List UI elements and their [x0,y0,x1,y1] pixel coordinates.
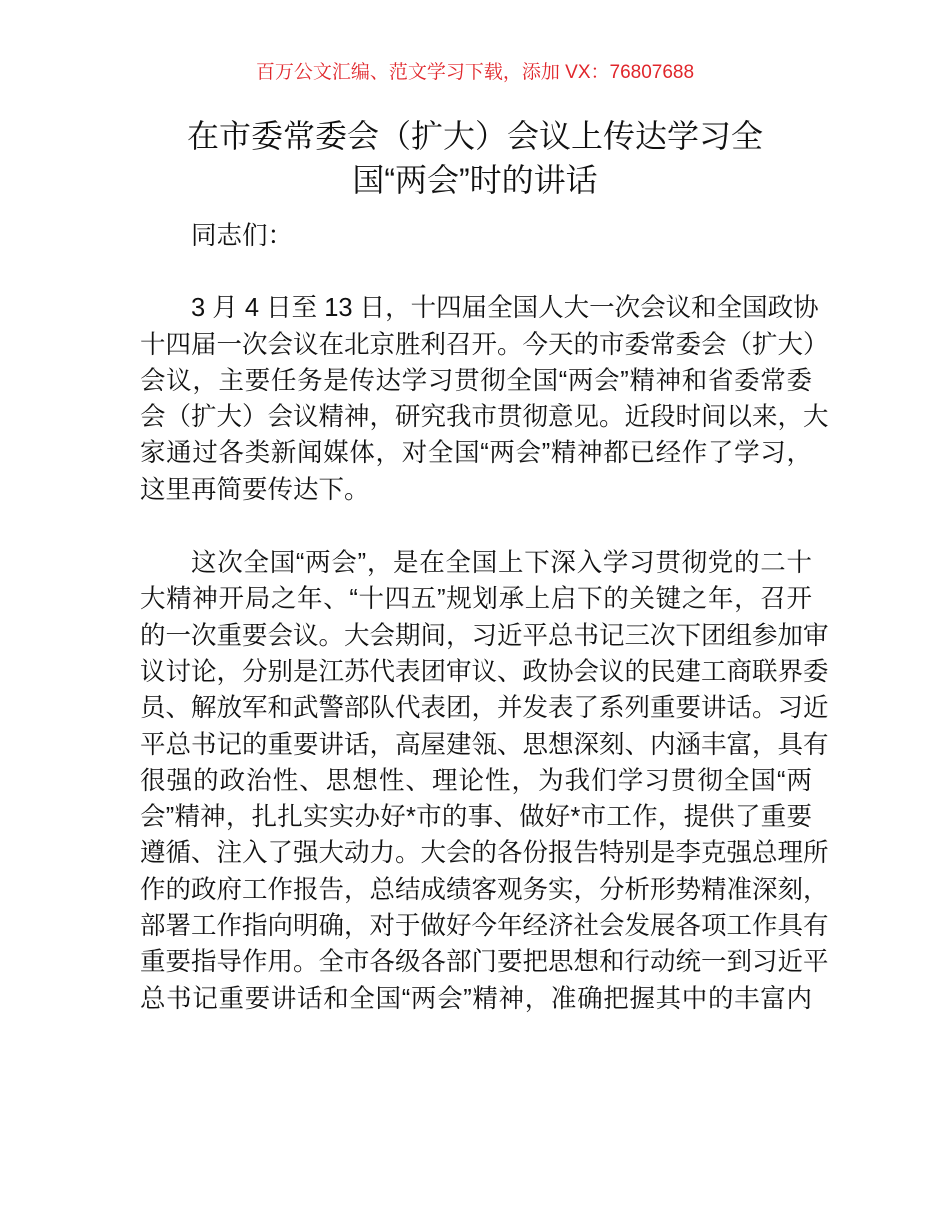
text-line: 平总书记的重要讲话，高屋建瓴、思想深刻、内涵丰富，具有 [140,730,829,759]
text-line: 十四届一次会议在北京胜利召开。今天的市委常委会（扩大） [140,330,829,359]
document-title [0,114,950,202]
text-line: 3 月 4 日至 13 日，十四届全国人大一次会议和全国政协 [191,294,819,323]
salutation: 同志们： [191,222,294,250]
text-line: 这次全国“两会”，是在全国上下深入学习贯彻党的二十 [191,549,812,578]
text-line: 议讨论，分别是江苏代表团审议、政协会议的民建工商联界委 [140,657,829,686]
text-line: 员、解放军和武警部队代表团，并发表了系列重要讲话。习近 [140,694,829,723]
salutation-paragraph [140,218,812,254]
text-line: 家通过各类新闻媒体，对全国“两会”精神都已经作了学习， [140,439,812,468]
text-line: 会议，主要任务是传达学习贯彻全国“两会”精神和省委常委 [140,366,812,395]
paragraph-1 [140,290,829,508]
text-line: 作的政府工作报告，总结成绩客观务实，分析形势精准深刻， [140,875,829,904]
text-line: 会（扩大）会议精神，研究我市贯彻意见。近段时间以来，大 [140,403,829,432]
paragraph-2 [140,545,829,1017]
text-line: 遵循、注入了强大动力。大会的各份报告特别是李克强总理所 [140,839,829,868]
text-line: 这里再简要传达下。 [140,475,370,504]
text-line: 重要指导作用。全市各级各部门要把思想和行动统一到习近平 [140,948,829,977]
title-line: 国“两会”时的讲话 [352,162,598,198]
document-body [140,218,829,1054]
text-line: 的一次重要会议。大会期间，习近平总书记三次下团组参加审 [140,621,829,650]
text-line: 总书记重要讲话和全国“两会”精神，准确把握其中的丰富内 [140,984,812,1013]
watermark-header: 百万公文汇编、范文学习下载，添加 VX：76807688 [255,62,695,83]
text-line: 部署工作指向明确，对于做好今年经济社会发展各项工作具有 [140,912,829,941]
text-line: 会”精神，扎扎实实办好*市的事、做好*市工作，提供了重要 [140,803,812,832]
text-line: 很强的政治性、思想性、理论性，为我们学习贯彻全国“两 [140,766,812,795]
text-line: 大精神开局之年、“十四五”规划承上启下的关键之年，召开 [140,585,812,614]
title-line: 在市委常委会（扩大）会议上传达学习全 [186,118,763,154]
